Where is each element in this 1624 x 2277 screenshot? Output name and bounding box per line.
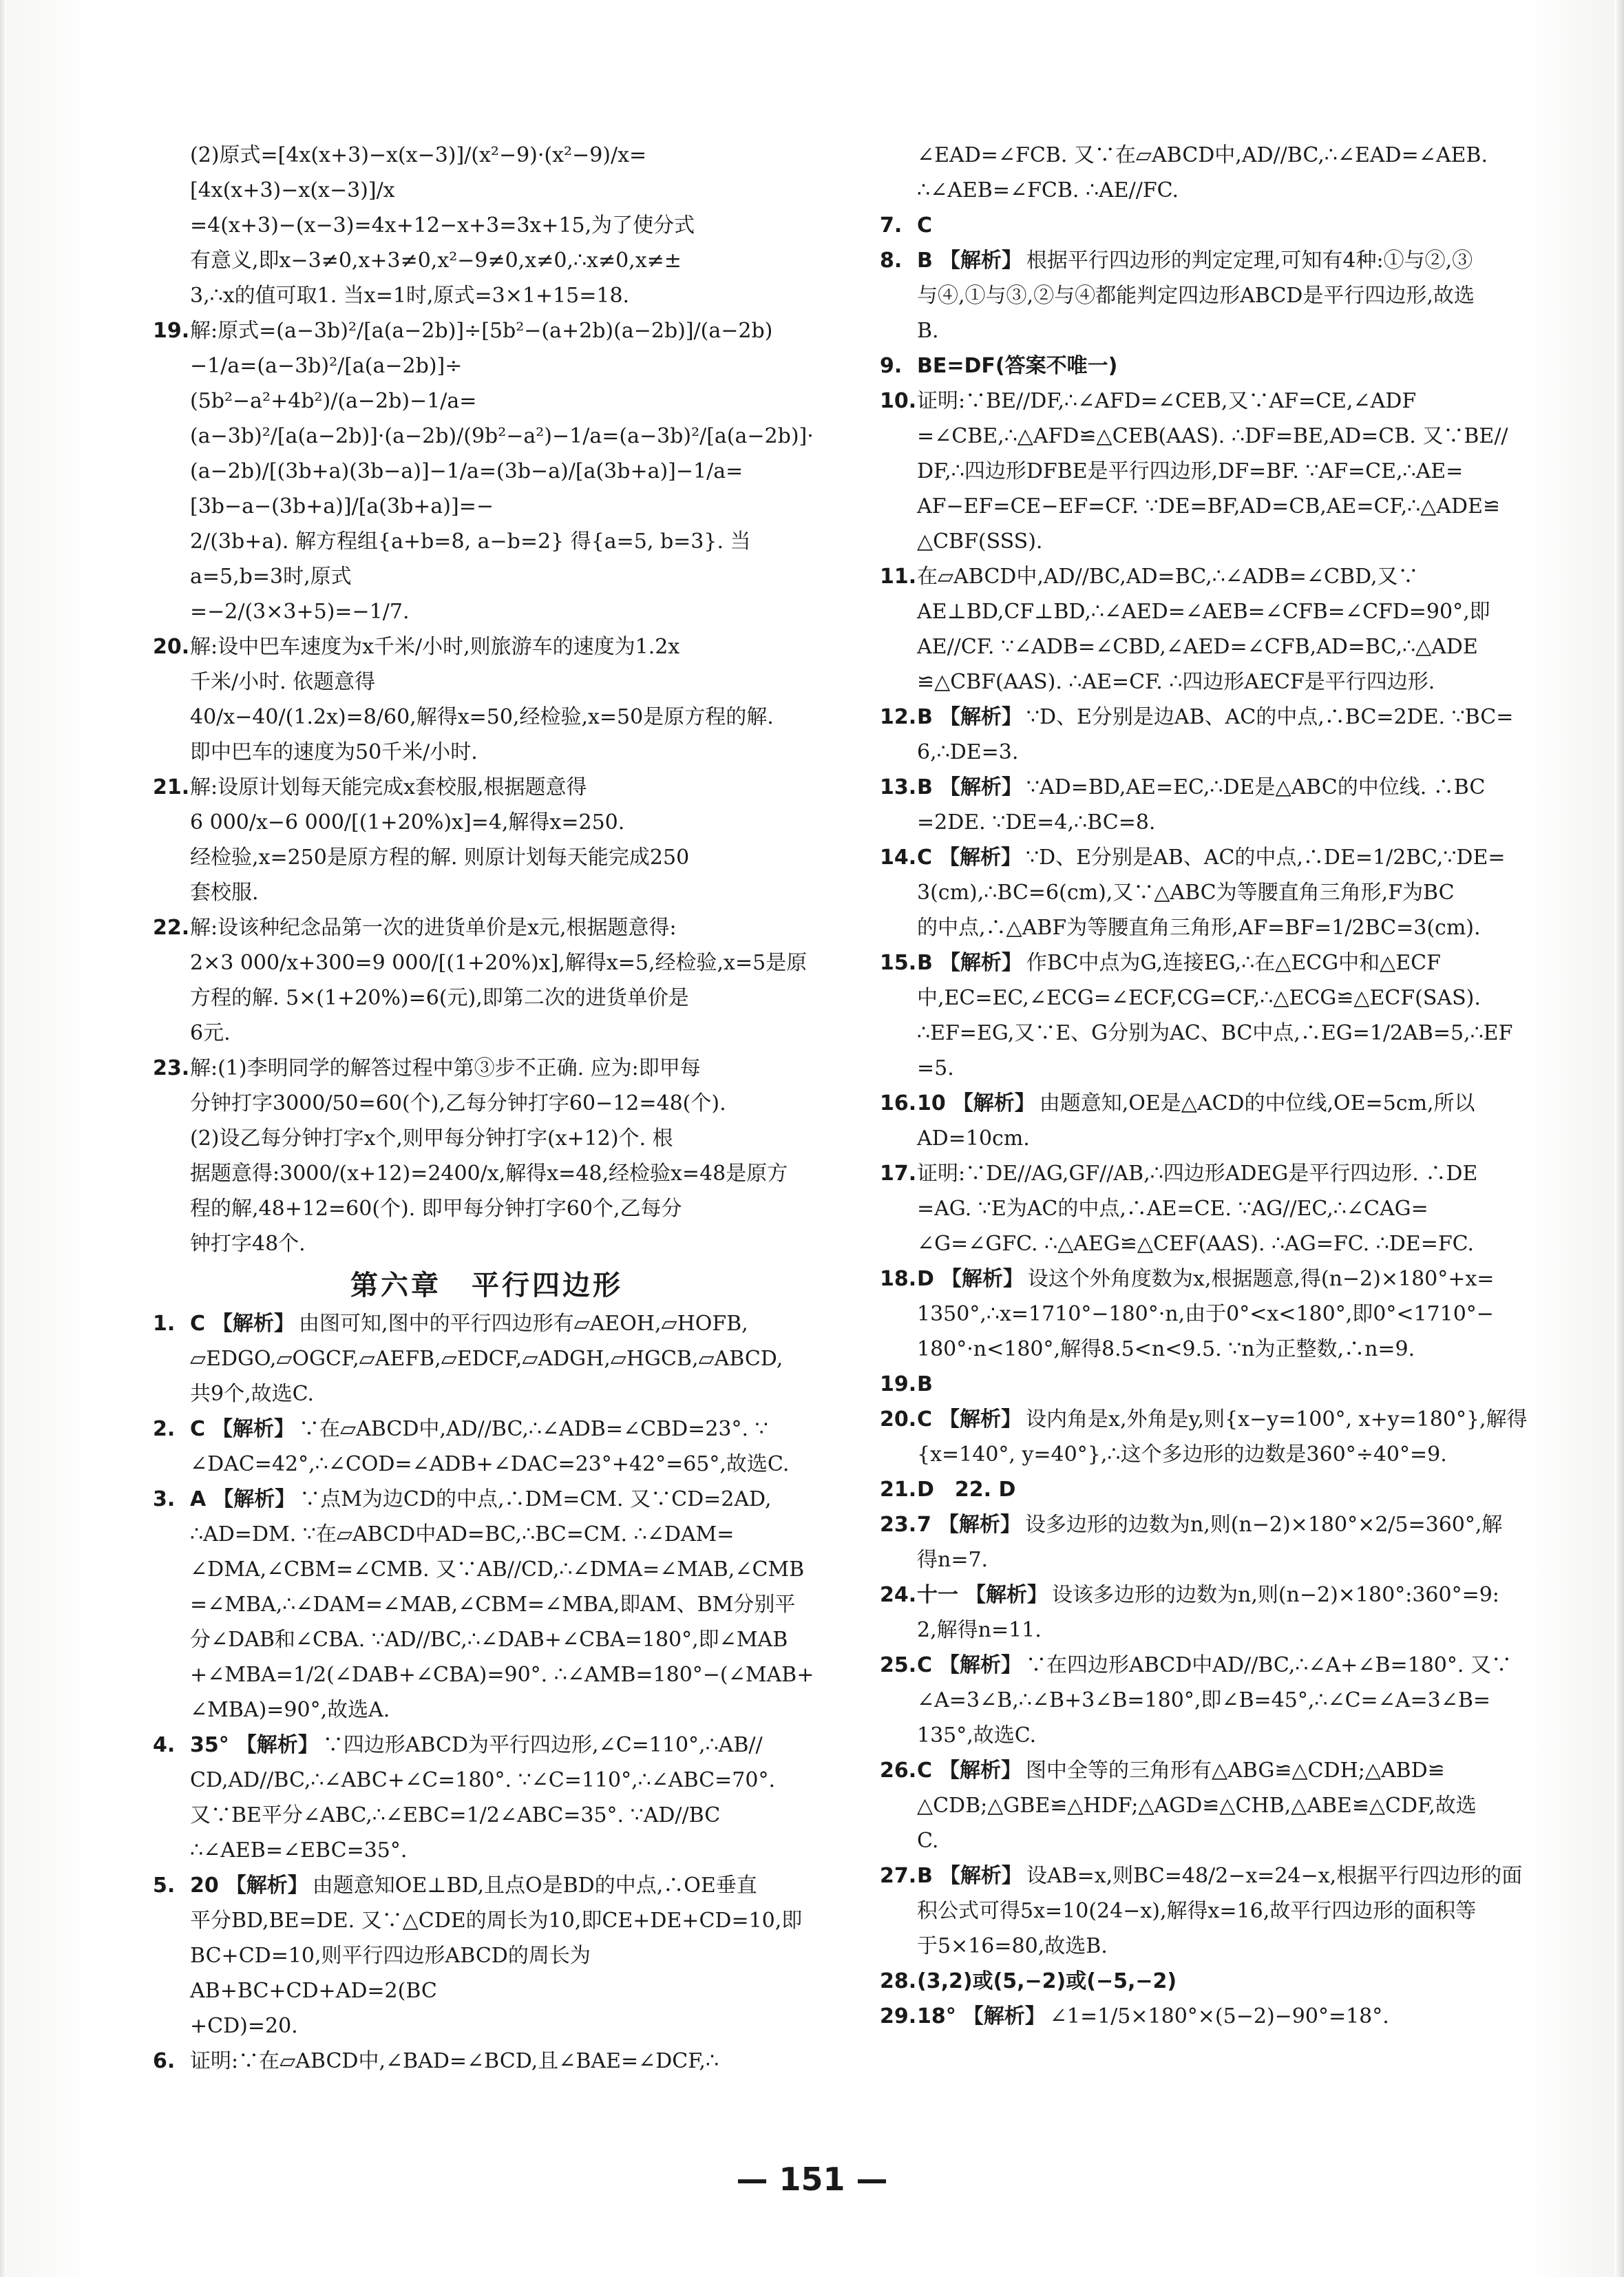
answer-line: 20 【解析】 由题意知OE⊥BD,且点O是BD的中点,∴OE垂直 (190, 1874, 757, 1898)
question-number: 19. (880, 1372, 917, 1396)
answer-line: B 【解析】 ∵D、E分别是边AB、AC的中点,∴BC=2DE. ∵BC= (917, 705, 1514, 729)
answer-line (917, 1964, 1548, 1999)
analysis-tag: 【解析】 (212, 1312, 295, 1336)
answer-line: 据题意得:3000/(x+12)=2400/x,解得x=48,经检验x=48是原方 (190, 1162, 788, 1186)
answer-line: +∠MBA=1/2(∠DAB+∠CBA)=90°. ∴∠AMB=180°−(∠MAB+ (190, 1663, 814, 1687)
answer-line: 18° 【解析】 ∠1=1/5×180°×(5−2)−90°=18°. (917, 2004, 1389, 2028)
answer-line: B 【解析】 设AB=x,则BC=48/2−x=24−x,根据平行四边形的面 (917, 1864, 1523, 1888)
answer-line: 程的解,48+12=60(个). 即甲每分钟打字60个,乙每分 (190, 1197, 682, 1221)
answer-line: =4(x+3)−(x−3)=4x+12−x+3=3x+15,为了使分式 (190, 213, 695, 238)
answer-line: 证明:∵在▱ABCD中,∠BAD=∠BCD,且∠BAE=∠DCF,∴ (190, 2049, 719, 2073)
answer-item (880, 840, 1548, 945)
answer-line: 共9个,故选C. (190, 1382, 315, 1406)
answer-choice: C (917, 1407, 933, 1431)
answer-choice: (3,2)或(5,−2)或(−5,−2) (917, 1969, 1177, 1993)
answer-line: C 【解析】 ∵D、E分别是AB、AC的中点,∴DE=1/2BC,∵DE= (917, 846, 1506, 870)
answer-choice: C (917, 846, 933, 870)
analysis-tag: 【解析】 (962, 2004, 1046, 2028)
answer-item (880, 559, 1548, 700)
analysis-tag: 【解析】 (938, 1513, 1021, 1537)
answer-item (880, 770, 1548, 840)
answer-line: ∠DAC=42°,∴∠COD=∠ADB+∠DAC=23°+42°=65°,故选C. (190, 1452, 790, 1476)
answer-line: △CDB;△GBE≌△HDF;△AGD≌△CHB,△ABE≌△CDF,故选 (917, 1794, 1477, 1818)
answer-choice: 18° (917, 2004, 956, 2028)
answer-choice: B (917, 1372, 933, 1396)
answer-item (880, 384, 1548, 559)
question-number: 19. (153, 319, 190, 343)
question-number: 8. (880, 249, 903, 273)
answer-line: ∠MBA)=90°,故选A. (190, 1698, 390, 1722)
answer-choice: 35° (190, 1733, 229, 1757)
answer-choice: B (917, 1864, 933, 1888)
question-number: 17. (880, 1162, 917, 1186)
question-number: 20. (153, 635, 190, 659)
answer-line: 分∠DAB和∠CBA. ∵AD//BC,∴∠DAB+∠CBA=180°,即∠MAB (190, 1628, 788, 1652)
answer-line: 又∵BE平分∠ABC,∴∠EBC=1/2∠ABC=35°. ∵AD//BC (190, 1803, 721, 1827)
answer-item (880, 1472, 1548, 1507)
answer-line: ∠DMA,∠CBM=∠CMB. 又∵AB//CD,∴∠DMA=∠MAB,∠CMB (190, 1557, 805, 1582)
answer-item (880, 348, 1548, 384)
answer-item (880, 1648, 1548, 1753)
answer-line: CD,AD//BC,∴∠ABC+∠C=180°. ∵∠C=110°,∴∠ABC=70°. (190, 1768, 775, 1792)
answer-choice: B (917, 705, 933, 729)
answer-line: =∠CBE,∴△AFD≌△CEB(AAS). ∴DF=BE,AD=CB. 又∵BE// (917, 424, 1508, 448)
answer-line: B 【解析】 作BC中点为G,连接EG,∴在△ECG中和△ECF (917, 951, 1441, 975)
answer-line: C 【解析】 图中全等的三角形有△ABG≌△CDH;△ABD≌ (917, 1759, 1445, 1783)
question-number: 21. (880, 1478, 917, 1502)
answer-item (153, 910, 821, 1051)
analysis-tag: 【解析】 (939, 1653, 1022, 1677)
analysis-tag: 【解析】 (939, 249, 1022, 273)
answer-item (880, 1753, 1548, 1858)
answer-line: (2)设乙每分钟打字x个,则甲每分钟打字(x+12)个. 根 (190, 1126, 673, 1151)
answer-line: AD=10cm. (917, 1126, 1030, 1151)
answer-item (153, 1051, 821, 1261)
question-number: 14. (880, 846, 917, 870)
answer-item (153, 1728, 821, 1868)
answer-line: 于5×16=80,故选B. (917, 1934, 1108, 1958)
answer-line: 40/x−40/(1.2x)=8/60,解得x=50,经检验,x=50是原方程的解. (190, 705, 774, 729)
answer-line: 180°·n<180°,解得8.5<n<9.5. ∵n为正整数,∴n=9. (917, 1337, 1415, 1361)
answer-line: AE//CF. ∵∠ADB=∠CBD,∠AED=∠CFB,AD=BC,∴△ADE (917, 635, 1478, 659)
answer-line: B 【解析】 根据平行四边形的判定定理,可知有4种:①与②,③ (917, 249, 1473, 273)
answer-choice: B (917, 775, 933, 799)
answer-line: =2DE. ∵DE=4,∴BC=8. (917, 810, 1156, 835)
answer-line: 解:设中巴车速度为x千米/小时,则旅游车的速度为1.2x (190, 635, 680, 659)
answer-item (880, 1156, 1548, 1261)
answer-line: ∠G=∠GFC. ∴△AEG≌△CEF(AAS). ∴AG=FC. ∴DE=FC. (917, 1232, 1475, 1256)
answer-line: =∠MBA,∴∠DAM=∠MAB,∠CBM=∠MBA,即AM、BM分别平 (190, 1593, 796, 1617)
analysis-tag: 【解析】 (940, 1267, 1024, 1291)
answer-line: 平分BD,BE=DE. 又∵△CDE的周长为10,即CE+DE+CD=10,即 (190, 1909, 803, 1933)
answer-line: 1350°,∴x=1710°−180°·n,由于0°<x<180°,即0°<1710°− (917, 1302, 1494, 1326)
answer-choice: C (917, 1759, 933, 1783)
question-number: 24. (880, 1583, 917, 1607)
answer-line: B 【解析】 ∵AD=BD,AE=EC,∴DE是△ABC的中位线. ∴BC (917, 775, 1486, 799)
question-number: 12. (880, 705, 917, 729)
question-number: 18. (880, 1267, 917, 1291)
answer-line: 证明:∵BE//DF,∴∠AFD=∠CEB,又∵AF=CE,∠ADF (917, 389, 1417, 413)
answer-line: ∠EAD=∠FCB. 又∵在▱ABCD中,AD//BC,∴∠EAD=∠AEB. (917, 143, 1488, 167)
analysis-tag: 【解析】 (213, 1487, 296, 1511)
answer-choice: 20 (190, 1874, 219, 1898)
answer-line: C. (917, 1829, 939, 1853)
answer-line: AF−EF=CE−EF=CF. ∵DE=BF,AD=CB,AE=CF,∴△ADE≌ (917, 494, 1501, 518)
answer-line: C 【解析】 设内角是x,外角是y,则{x−y=100°, x+y=180°},解得 (917, 1407, 1528, 1431)
answer-item (880, 1507, 1548, 1577)
answer-item (880, 208, 1548, 243)
answer-choice: 10 (917, 1091, 946, 1115)
answer-line: 经检验,x=250是原方程的解. 则原计划每天能完成250 (190, 846, 690, 870)
answer-item (880, 700, 1548, 770)
answer-line: 3,∴x的值可取1. 当x=1时,原式=3×1+15=18. (190, 284, 630, 308)
question-number: 5. (153, 1874, 176, 1898)
question-number: 20. (880, 1407, 917, 1431)
answer-item (153, 629, 821, 770)
analysis-tag: 【解析】 (939, 775, 1022, 799)
answer-item (880, 138, 1548, 208)
answer-item (153, 770, 821, 910)
answer-line: ≌△CBF(AAS). ∴AE=CF. ∴四边形AECF是平行四边形. (917, 670, 1435, 694)
answer-line: AE⊥BD,CF⊥BD,∴∠AED=∠AEB=∠CFB=∠CFD=90°,即 (917, 600, 1490, 624)
answer-item (153, 1868, 821, 2044)
question-number: 27. (880, 1864, 917, 1888)
question-number: 7. (880, 213, 903, 238)
question-number: 6. (153, 2049, 176, 2073)
answer-choice: C (917, 1653, 933, 1677)
answer-line: 套校服. (190, 881, 259, 905)
answer-line: 解:设该种纪念品第一次的进货单价是x元,根据题意得: (190, 916, 677, 940)
answer-line: C 【解析】 ∵在▱ABCD中,AD//BC,∴∠ADB=∠CBD=23°. ∵ (190, 1417, 768, 1441)
answer-choice: C (917, 213, 933, 238)
analysis-tag: 【解析】 (235, 1733, 319, 1757)
left-answer-list (153, 138, 821, 1261)
answer-line: 解:原式=(a−3b)²/[a(a−2b)]÷[5b²−(a+2b)(a−2b)]/(a−2b)−1/a=(a−3b)²/[a(a−2b)]÷ (190, 319, 773, 378)
answer-line: 即中巴车的速度为50千米/小时. (190, 740, 478, 764)
answer-item (880, 1086, 1548, 1156)
answer-line: D 【解析】 设这个外角度数为x,根据题意,得(n−2)×180°+x= (917, 1267, 1495, 1291)
left-column (153, 138, 821, 2079)
analysis-tag: 【解析】 (939, 1864, 1022, 1888)
answer-choice: D 22. D (917, 1478, 1016, 1502)
question-number: 23. (153, 1056, 190, 1080)
question-number: 29. (880, 2004, 917, 2028)
answer-line: (5b²−a²+4b²)/(a−2b)−1/a=(a−3b)²/[a(a−2b)]·(a−2b)/(9b²−a²)−1/a=(a−3b)²/[a(a−2b)]· (190, 389, 814, 448)
answer-line: 千米/小时. 依题意得 (190, 670, 376, 694)
question-number: 15. (880, 951, 917, 975)
answer-line: (2)原式=[4x(x+3)−x(x−3)]/(x²−9)·(x²−9)/x=[4x(x+3)−x(x−3)]/x (190, 143, 647, 202)
question-number: 2. (153, 1417, 176, 1441)
answer-item (153, 313, 821, 629)
question-number: 21. (153, 775, 190, 799)
answer-line: BC+CD=10,则平行四边形ABCD的周长为AB+BC+CD+AD=2(BC (190, 1944, 591, 2003)
answer-line: ∠A=3∠B,∴∠B+3∠B=180°,即∠B=45°,∴∠C=∠A=3∠B= (917, 1688, 1491, 1712)
analysis-tag: 【解析】 (939, 1759, 1022, 1783)
analysis-tag: 【解析】 (225, 1874, 308, 1898)
question-number: 3. (153, 1487, 176, 1511)
question-number: 13. (880, 775, 917, 799)
right-answer-list (880, 138, 1548, 2034)
analysis-tag: 【解析】 (965, 1583, 1048, 1607)
answer-line: ▱EDGO,▱OGCF,▱AEFB,▱EDCF,▱ADGH,▱HGCB,▱ABCD, (190, 1347, 783, 1371)
question-number: 10. (880, 389, 917, 413)
answer-choice: A (190, 1487, 207, 1511)
answer-line: (a−2b)/[(3b+a)(3b−a)]−1/a=(3b−a)/[a(3b+a)]−1/a=[3b−a−(3b+a)]/[a(3b+a)]=− (190, 459, 744, 518)
answer-line (917, 1472, 1548, 1507)
analysis-tag: 【解析】 (939, 1407, 1022, 1431)
answer-line: B. (917, 319, 939, 343)
answer-line: =AG. ∵E为AC的中点,∴AE=CE. ∵AG//EC,∴∠CAG= (917, 1197, 1428, 1221)
question-number: 25. (880, 1653, 917, 1677)
answer-line: 6元. (190, 1021, 231, 1045)
question-number: 23. (880, 1513, 917, 1537)
answer-item (880, 1261, 1548, 1367)
answer-line: DF,∴四边形DFBE是平行四边形,DF=BF. ∵AF=CE,∴AE= (917, 459, 1464, 483)
answer-line: 解:(1)李明同学的解答过程中第③步不正确. 应为:即甲每 (190, 1056, 701, 1080)
analysis-tag: 【解析】 (939, 951, 1022, 975)
question-number: 9. (880, 354, 903, 378)
answer-item (153, 138, 821, 313)
answer-line: ∴∠AEB=∠FCB. ∴AE//FC. (917, 178, 1179, 202)
answer-item (880, 1367, 1548, 1402)
answer-line: 的中点,∴△ABF为等腰直角三角形,AF=BF=1/2BC=3(cm). (917, 916, 1481, 940)
answer-line: =−2/(3×3+5)=−1/7. (190, 600, 410, 624)
answer-line: C 【解析】 ∵在四边形ABCD中AD//BC,∴∠A+∠B=180°. 又∵ (917, 1653, 1512, 1677)
answer-item (880, 1858, 1548, 1964)
answer-choice: 十一 (917, 1583, 958, 1607)
question-number: 26. (880, 1759, 917, 1783)
answer-line (917, 348, 1548, 384)
answer-item (880, 1964, 1548, 1999)
question-number: 28. (880, 1969, 917, 1993)
answer-line: 7 【解析】 设多边形的边数为n,则(n−2)×180°×2/5=360°,解 (917, 1513, 1503, 1537)
answer-item (880, 1577, 1548, 1648)
answer-line: ∴∠AEB=∠EBC=35°. (190, 1838, 408, 1862)
answer-item (153, 2044, 821, 2079)
answer-line: 10 【解析】 由题意知,OE是△ACD的中位线,OE=5cm,所以 (917, 1091, 1475, 1115)
analysis-tag: 【解析】 (939, 705, 1022, 729)
chapter-title: 第六章 平行四边形 (350, 1270, 623, 1301)
answer-item (880, 945, 1548, 1086)
question-number: 22. (153, 916, 190, 940)
answer-line: 2/(3b+a). 解方程组{a+b=8, a−b=2} 得{a=5, b=3}. 当a=5,b=3时,原式 (190, 529, 751, 589)
answer-line: +CD)=20. (190, 2014, 298, 2038)
answer-line: {x=140°, y=40°},∴这个多边形的边数是360°÷40°=9. (917, 1442, 1447, 1467)
question-number: 1. (153, 1312, 176, 1336)
question-number: 16. (880, 1091, 917, 1115)
answer-item (153, 1482, 821, 1728)
answer-line: =5. (917, 1056, 954, 1080)
answer-line: 方程的解. 5×(1+20%)=6(元),即第二次的进货单价是 (190, 986, 689, 1010)
answer-line: 35° 【解析】 ∵四边形ABCD为平行四边形,∠C=110°,∴AB// (190, 1733, 763, 1757)
question-number: 11. (880, 565, 917, 589)
answer-item (153, 1306, 821, 1412)
answer-line: 3(cm),∴BC=6(cm),又∵△ABC为等腰直角三角形,F为BC (917, 881, 1455, 905)
answer-line (917, 1367, 1548, 1402)
answer-line: 135°,故选C. (917, 1723, 1037, 1748)
scan-right-edge (1614, 0, 1624, 2277)
answer-line: △CBF(SSS). (917, 529, 1043, 554)
page-number: — 151 — (736, 2161, 888, 2198)
answer-line: 钟打字48个. (190, 1232, 306, 1256)
answer-choice: D (917, 1267, 934, 1291)
answer-choice: BE=DF(答案不唯一) (917, 354, 1118, 378)
answer-line: 积公式可得5x=10(24−x),解得x=16,故平行四边形的面积等 (917, 1899, 1477, 1923)
answer-line: 分钟打字3000/50=60(个),乙每分钟打字60−12=48(个). (190, 1091, 726, 1115)
answer-choice: C (190, 1417, 206, 1441)
answer-line: A 【解析】 ∵点M为边CD的中点,∴DM=CM. 又∵CD=2AD, (190, 1487, 772, 1511)
answer-choice: C (190, 1312, 206, 1336)
answer-line: 解:设原计划每天能完成x套校服,根据题意得 (190, 775, 587, 799)
answer-line: 6,∴DE=3. (917, 740, 1019, 764)
scan-left-edge (0, 0, 7, 2277)
answer-line: 在▱ABCD中,AD//BC,AD=BC,∴∠ADB=∠CBD,又∵ (917, 565, 1419, 589)
answer-line: 得n=7. (917, 1548, 989, 1572)
answer-choice: B (917, 249, 933, 273)
answer-line: 6 000/x−6 000/[(1+20%)x]=4,解得x=250. (190, 810, 625, 835)
analysis-tag: 【解析】 (939, 846, 1022, 870)
answer-choice: 7 (917, 1513, 931, 1537)
answer-line (917, 208, 1548, 243)
answer-line: C 【解析】 由图可知,图中的平行四边形有▱AEOH,▱HOFB, (190, 1312, 748, 1336)
chapter6-answer-list (153, 1306, 821, 2079)
answer-line: 十一 【解析】 设该多边形的边数为n,则(n−2)×180°:360°=9: (917, 1583, 1499, 1607)
answer-choice: B (917, 951, 933, 975)
answer-line: 2,解得n=11. (917, 1618, 1042, 1642)
answer-line: 有意义,即x−3≠0,x+3≠0,x²−9≠0,x≠0,∴x≠0,x≠± (190, 249, 682, 273)
analysis-tag: 【解析】 (212, 1417, 295, 1441)
answer-line: ∴AD=DM. ∵在▱ABCD中AD=BC,∴BC=CM. ∴∠DAM= (190, 1522, 735, 1546)
answer-item (153, 1412, 821, 1482)
question-number: 4. (153, 1733, 176, 1757)
answer-line: ∴EF=EG,又∵E、G分别为AC、BC中点,∴EG=1/2AB=5,∴EF (917, 1021, 1513, 1045)
analysis-tag: 【解析】 (952, 1091, 1035, 1115)
answer-item (880, 243, 1548, 348)
answer-line: 2×3 000/x+300=9 000/[(1+20%)x],解得x=5,经检验,x=5是原 (190, 951, 808, 975)
answer-item (880, 1402, 1548, 1472)
answer-line: 与④,①与③,②与④都能判定四边形ABCD是平行四边形,故选 (917, 284, 1475, 308)
answer-item (880, 1999, 1548, 2034)
answer-line: 证明:∵DE//AG,GF//AB,∴四边形ADEG是平行四边形. ∴DE (917, 1162, 1478, 1186)
right-column (880, 138, 1548, 2034)
answer-line: 中,EC=EC,∠ECG=∠ECF,CG=CF,∴△ECG≌△ECF(SAS). (917, 986, 1481, 1010)
